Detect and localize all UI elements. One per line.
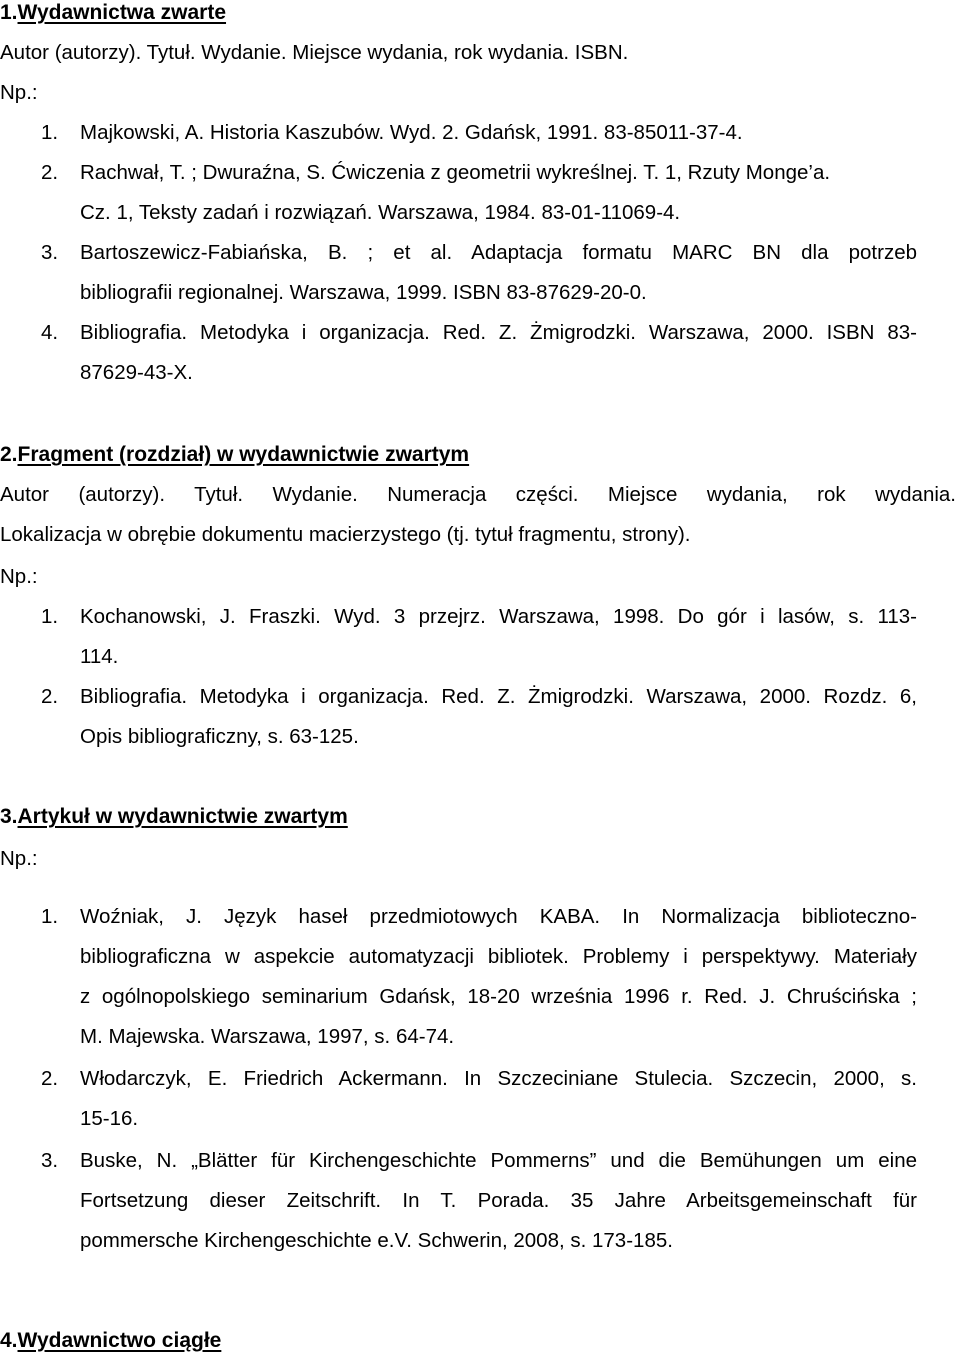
list-item-line: Buske, N. „Blätter für Kirchengeschichte Pommerns” und die Bemühungen um eine xyxy=(80,1149,917,1172)
list-item-number: 4. xyxy=(41,321,59,344)
list-item-line: Majkowski, A. Historia Kaszubów. Wyd. 2. Gdańsk, 1991. 83-85011-37-4. xyxy=(80,121,743,144)
list-item-line: bibliografii regionalnej. Warszawa, 1999. ISBN 83-87629-20-0. xyxy=(80,281,647,304)
section-2-number: 2. xyxy=(0,443,18,466)
section-2-example-label: Np.: xyxy=(0,565,38,588)
list-item-line: M. Majewska. Warszawa, 1997, s. 64-74. xyxy=(80,1025,455,1048)
section-1-heading xyxy=(0,0,226,26)
list-item-line: pommersche Kirchengeschichte e.V. Schwerin, 2008, s. 173-185. xyxy=(80,1229,673,1252)
section-3-example-label: Np.: xyxy=(0,847,38,870)
list-item-line: 87629-43-X. xyxy=(80,361,193,384)
section-2-heading xyxy=(0,442,469,468)
list-item-line: Włodarczyk, E. Friedrich Ackermann. In Szczeciniane Stulecia. Szczecin, 2000, s. xyxy=(80,1067,917,1090)
list-item-line: Woźniak, J. Język haseł przedmiotowych KABA. In Normalizacja biblioteczno- xyxy=(80,905,917,928)
list-item-line: Kochanowski, J. Fraszki. Wyd. 3 przejrz. Warszawa, 1998. Do gór i lasów, s. 113- xyxy=(80,605,917,628)
list-item-number: 2. xyxy=(41,685,59,708)
list-item-line: Rachwał, T. ; Dwuraźna, S. Ćwiczenia z geometrii wykreślnej. T. 1, Rzuty Monge’a. xyxy=(80,161,831,184)
section-1-example-label: Np.: xyxy=(0,81,38,104)
list-item-line: Bibliografia. Metodyka i organizacja. Red. Z. Żmigrodzki. Warszawa, 2000. ISBN 83- xyxy=(80,321,917,344)
list-item-line: z ogólnopolskiego seminarium Gdańsk, 18-20 września 1996 r. Red. J. Chruścińska ; xyxy=(80,985,917,1008)
list-item-line: bibliograficzna w aspekcie automatyzacji bibliotek. Problemy i perspektywy. Materiały xyxy=(80,945,917,968)
list-item-number: 3. xyxy=(41,241,59,264)
list-item-line: 15-16. xyxy=(80,1107,139,1130)
section-2-title: Fragment (rozdział) w wydawnictwie zwartym xyxy=(17,443,470,466)
section-4-title: Wydawnictwo ciągłe xyxy=(17,1329,222,1352)
section-1-number: 1. xyxy=(0,1,18,24)
section-4-heading xyxy=(0,1328,221,1354)
list-item-number: 1. xyxy=(41,605,59,628)
section-3-heading xyxy=(0,804,348,830)
list-item-line: Opis bibliograficzny, s. 63-125. xyxy=(80,725,359,748)
list-item-line: Cz. 1, Teksty zadań i rozwiązań. Warszawa, 1984. 83-01-11069-4. xyxy=(80,201,681,224)
list-item-number: 1. xyxy=(41,905,59,928)
section-1-pattern: Autor (autorzy). Tytuł. Wydanie. Miejsce wydania, rok wydania. ISBN. xyxy=(0,41,629,64)
section-2-pattern-line: Lokalizacja w obrębie dokumentu macierzystego (tj. tytuł fragmentu, strony). xyxy=(0,523,691,546)
list-item-number: 1. xyxy=(41,121,59,144)
list-item-line: 114. xyxy=(80,645,119,668)
list-item-line: Bartoszewicz-Fabiańska, B. ; et al. Adaptacja formatu MARC BN dla potrzeb xyxy=(80,241,917,264)
list-item-number: 2. xyxy=(41,161,59,184)
list-item-line: Fortsetzung dieser Zeitschrift. In T. Porada. 35 Jahre Arbeitsgemeinschaft für xyxy=(80,1189,917,1212)
section-3-title: Artykuł w wydawnictwie zwartym xyxy=(17,805,348,828)
section-4-number: 4. xyxy=(0,1329,18,1352)
list-item-line: Bibliografia. Metodyka i organizacja. Red. Z. Żmigrodzki. Warszawa, 2000. Rozdz. 6, xyxy=(80,685,917,708)
section-3-number: 3. xyxy=(0,805,18,828)
section-2-pattern-line: Autor (autorzy). Tytuł. Wydanie. Numeracja części. Miejsce wydania, rok wydania. xyxy=(0,483,956,506)
list-item-number: 3. xyxy=(41,1149,59,1172)
list-item-number: 2. xyxy=(41,1067,59,1090)
section-1-title: Wydawnictwa zwarte xyxy=(17,1,227,24)
